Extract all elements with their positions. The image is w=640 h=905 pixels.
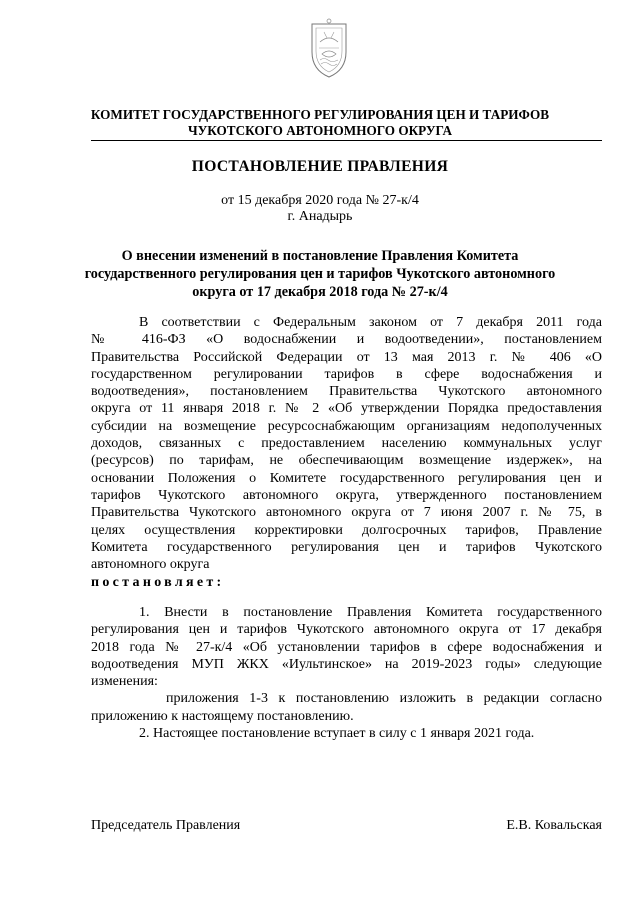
signatory-role: Председатель Правления — [91, 818, 241, 833]
header-divider — [91, 140, 602, 141]
text-line: 1. Внести в постановление Правления Комитета государственного — [139, 605, 602, 620]
text-line: субсидии на возмещение ресурсоснабжающим организациям недополученных — [91, 418, 602, 434]
subject-line: О внесении изменений в постановление Правления Комитета — [121, 248, 519, 264]
resolution-items — [91, 604, 602, 742]
document-subject — [0, 247, 640, 301]
document-city: г. Анадырь — [287, 209, 353, 224]
text-line: изменения: — [91, 674, 158, 690]
preamble-paragraph — [91, 314, 602, 573]
text-line: государственном регулировании тарифов в сфере водоснабжения и — [91, 366, 602, 382]
committee-name — [0, 107, 640, 139]
subject-line: государственного регулирования цен и тарифов Чукотского автономного — [84, 266, 556, 282]
text-line: № 416-ФЗ «О водоснабжении и водоотведении», постановлением — [91, 332, 602, 348]
text-line: Правительства Российской Федерации от 13 мая 2013 г. № 406 «О — [91, 349, 602, 365]
document-title: ПОСТАНОВЛЕНИЕ ПРАВЛЕНИЯ — [191, 158, 449, 175]
committee-line-1: КОМИТЕТ ГОСУДАРСТВЕННОГО РЕГУЛИРОВАНИЯ ЦЕН И ТАРИФОВ — [90, 107, 550, 122]
text-line: тарифов Чукотского автономного округа, утвержденного постановлением — [91, 487, 602, 503]
text-line: 2018 года № 27-к/4 «Об установлении тарифов в сфере водоснабжения и — [91, 639, 602, 655]
coat-of-arms-icon — [304, 18, 354, 80]
document-date-block — [0, 193, 640, 225]
signatory-name: Е.В. Ковальская — [506, 818, 602, 833]
text-line: (ресурсов) по тарифам, не обеспечивающим возмещение издержек», на — [91, 453, 602, 469]
text-line: приложения 1-3 к постановлению изложить в редакции согласно — [166, 691, 602, 707]
text-line: целях осуществления корректировки долгосрочных тарифов, Правление — [91, 522, 602, 538]
text-line: Правительства Чукотского автономного округа от 7 июня 2007 г. № 75, в — [91, 505, 602, 521]
resolve-word: постановляет: — [91, 575, 225, 590]
text-line: водоотведения», постановлением Правительства Чукотского автономного — [91, 384, 602, 400]
subject-line: округа от 17 декабря 2018 года № 27-к/4 — [192, 284, 448, 300]
text-line: В соответствии с Федеральным законом от 7 декабря 2011 года — [139, 315, 602, 330]
text-line: основании Положения о Комитете государственного регулирования цен и — [91, 470, 602, 486]
text-line: 2. Настоящее постановление вступает в силу с 1 января 2021 года. — [139, 726, 535, 742]
text-line: доходов, связанных с предоставлением населению коммунальных услуг — [91, 436, 602, 452]
text-line: водоотведения МУП ЖКХ «Иультинское» на 2019-2023 годы» следующие — [91, 656, 602, 672]
text-line: регулирования цен и тарифов Чукотского автономного округа от 17 декабря — [91, 622, 602, 638]
text-line: Комитета государственного регулирования цен и тарифов Чукотского — [91, 539, 602, 555]
document-date-number: от 15 декабря 2020 года № 27-к/4 — [221, 193, 419, 208]
text-line: автономного округа — [91, 557, 210, 573]
committee-line-2: ЧУКОТСКОГО АВТОНОМНОГО ОКРУГА — [187, 123, 453, 138]
text-line: округа от 11 января 2018 г. № 2 «Об утверждении Порядка предоставления — [91, 401, 602, 417]
text-line: приложению к настоящему постановлению. — [91, 708, 354, 724]
